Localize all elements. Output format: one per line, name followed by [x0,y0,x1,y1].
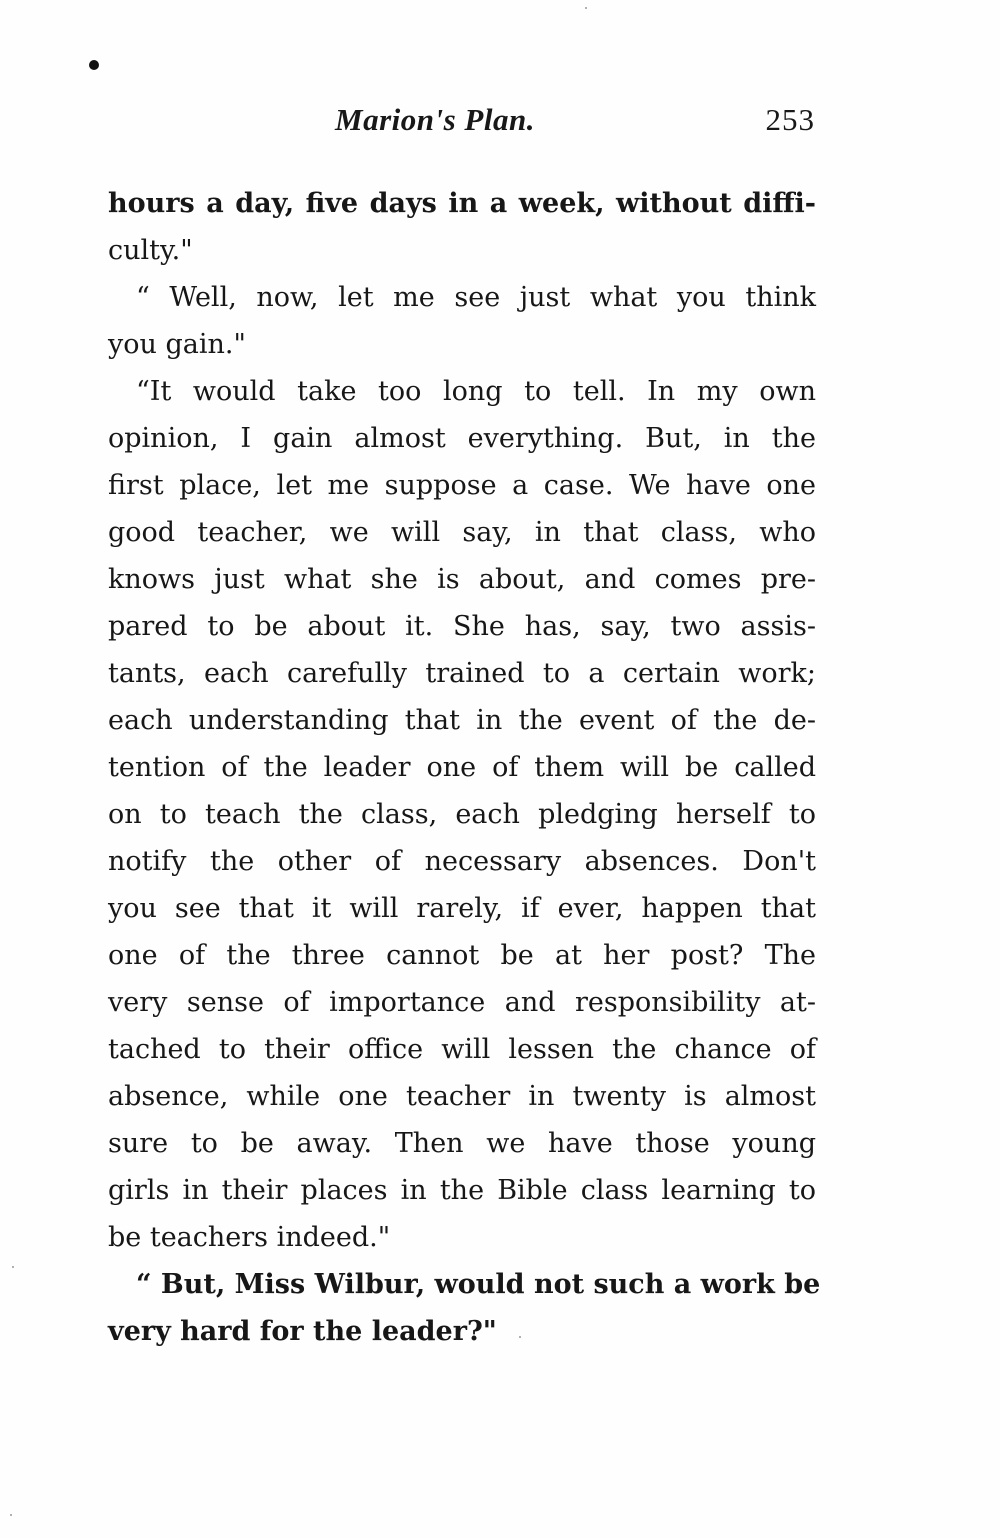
chapter-title: Marion's Plan. [335,102,535,137]
text-line: hours a day, five days in a week, without diffi- [108,188,816,219]
text-line: be teachers indeed." [108,1222,391,1253]
scan-speck-icon [12,1266,14,1268]
text-line: “ Well, now, let me see just what you think [136,282,816,313]
running-header [335,98,815,142]
text-line: you gain." [108,329,246,360]
text-line: one of the three cannot be at her post? The [108,940,816,971]
text-line: absence, while one teacher in twenty is almost [108,1081,816,1112]
text-line: pared to be about it. She has, say, two assis- [108,611,816,642]
text-line: girls in their places in the Bible class learning to [108,1175,816,1206]
text-line: tants, each carefully trained to a certain work; [108,658,816,689]
text-line: good teacher, we will say, in that class, who [108,517,816,548]
ink-mark-icon [89,60,99,70]
text-line: tention of the leader one of them will be called [108,752,816,783]
text-line: on to teach the class, each pledging herself to [108,799,816,830]
text-line: knows just what she is about, and comes pre- [108,564,816,595]
text-line: notify the other of necessary absences. Don't [108,846,816,877]
page-number: 253 [765,102,815,137]
scan-speck-icon [519,1336,521,1338]
text-line: tached to their office will lessen the chance of [108,1034,816,1065]
text-line: “ But, Miss Wilbur, would not such a work be [136,1269,821,1300]
scan-speck-icon [10,1514,12,1516]
text-line: you see that it will rarely, if ever, happen that [108,893,816,924]
text-line: very sense of importance and responsibility at- [108,987,816,1018]
text-line: “It would take too long to tell. In my own [136,376,816,407]
scan-speck-icon [585,7,587,9]
text-line: opinion, I gain almost everything. But, in the [108,423,816,454]
text-line: each understanding that in the event of the de- [108,705,816,736]
text-line: very hard for the leader?" [108,1316,497,1347]
page-text [108,180,821,1355]
text-line: sure to be away. Then we have those young [108,1128,816,1159]
text-line: first place, let me suppose a case. We have one [108,470,816,501]
text-line: culty." [108,235,193,266]
